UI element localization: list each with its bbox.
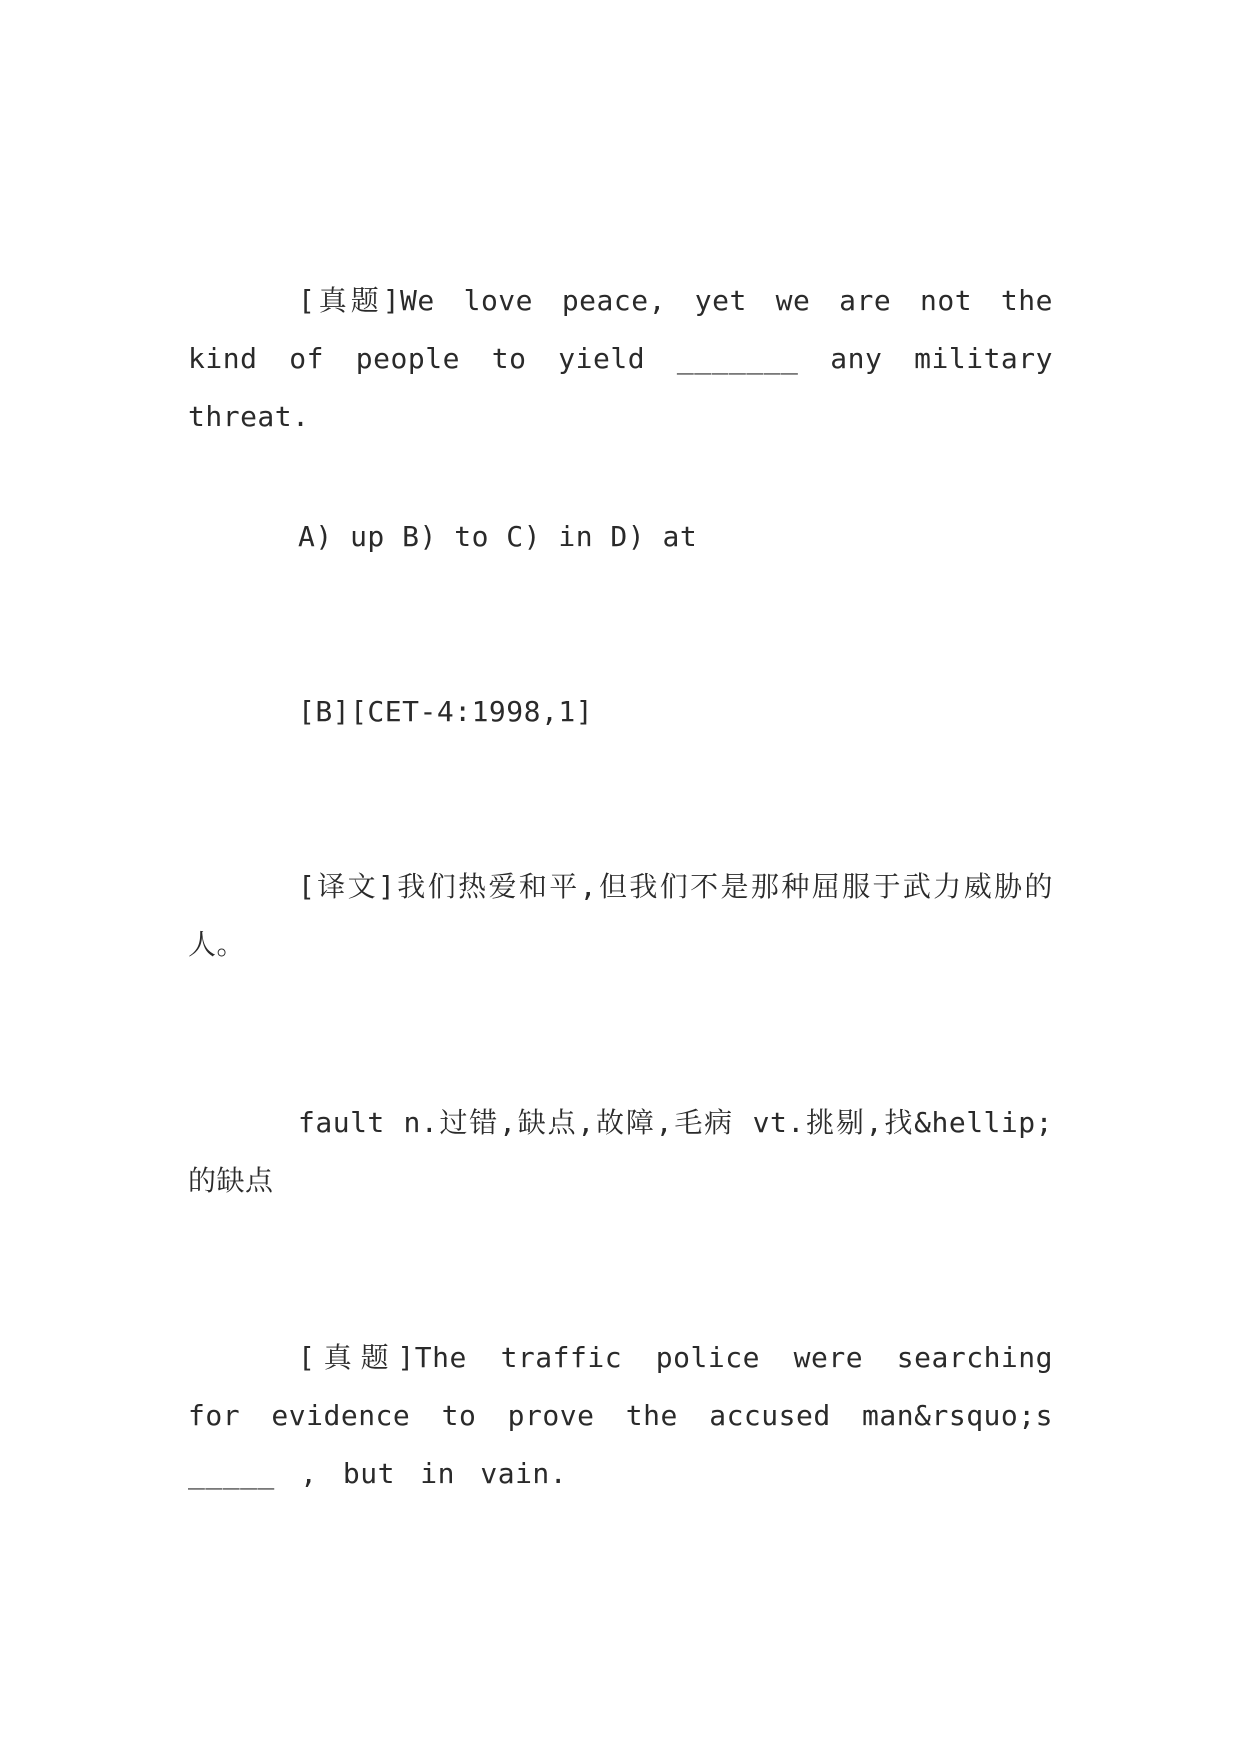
answer-options: A) up B) to C) in D) at: [298, 520, 698, 553]
answer-key: [B][CET-4:1998,1]: [298, 695, 594, 728]
translation-paragraph: [译文]我们热爱和平,但我们不是那种屈服于武力威胁的人。: [188, 870, 1053, 961]
vocabulary-entry: fault n.过错,缺点,故障,毛病 vt.挑剔,找&hellip;的缺点: [188, 1106, 1053, 1197]
question-paragraph: [真题]We love peace, yet we are not the kind of people to yield _______ any military threat.: [188, 284, 1053, 433]
question-paragraph-2: [真题]The traffic police were searching for evidence to prove the accused man&rsquo;s _____ , but in vain.: [188, 1341, 1053, 1490]
